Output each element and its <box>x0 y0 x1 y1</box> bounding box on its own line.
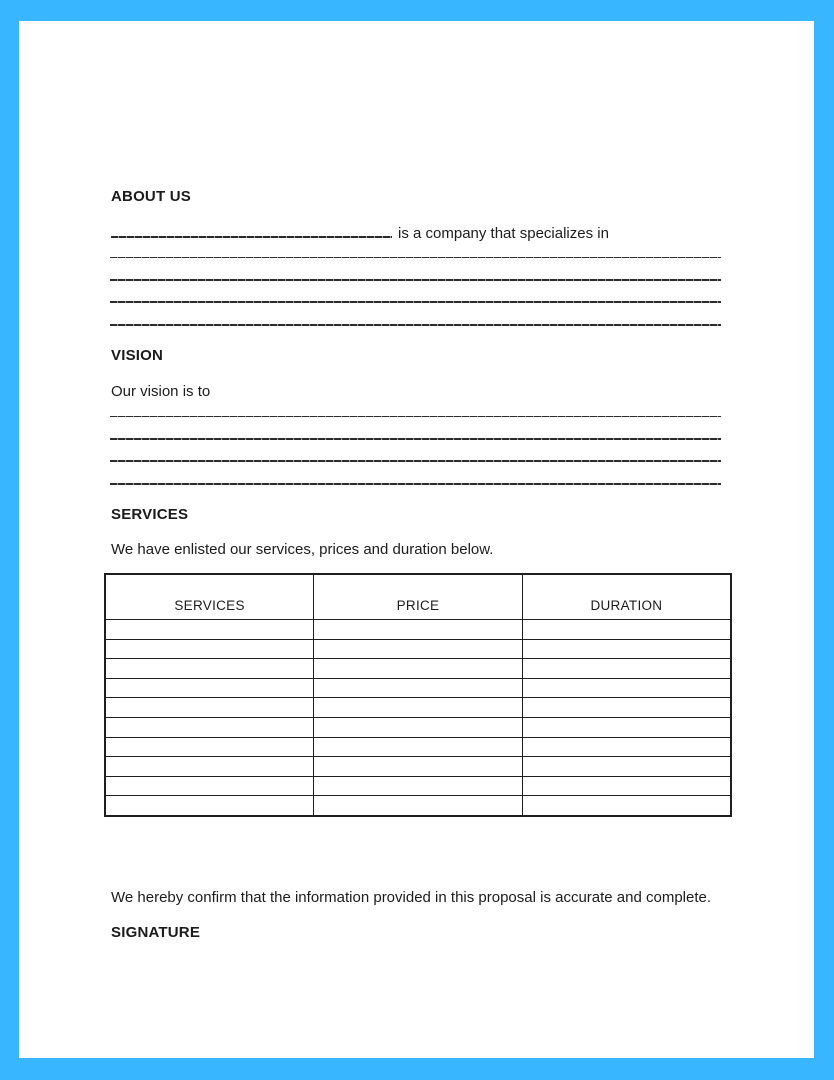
signature-heading: SIGNATURE <box>111 924 201 941</box>
table-row <box>105 796 731 816</box>
empty-cell[interactable] <box>105 776 314 796</box>
table-row <box>105 757 731 777</box>
blank-write-line[interactable] <box>110 260 721 282</box>
empty-cell[interactable] <box>522 717 731 737</box>
about-heading: ABOUT US <box>111 188 191 205</box>
empty-cell[interactable] <box>314 717 523 737</box>
empty-cell[interactable] <box>522 639 731 659</box>
services-table <box>104 573 732 817</box>
blank-write-line[interactable] <box>110 442 721 464</box>
table-row <box>105 639 731 659</box>
empty-cell[interactable] <box>522 620 731 640</box>
empty-cell[interactable] <box>105 717 314 737</box>
blank-write-line[interactable] <box>110 238 721 260</box>
column-header: PRICE <box>314 574 523 620</box>
empty-cell[interactable] <box>522 776 731 796</box>
company-line-text: is a company that specializes in <box>398 225 609 242</box>
empty-cell[interactable] <box>105 639 314 659</box>
blank-write-line[interactable] <box>110 464 721 486</box>
blank-write-line[interactable] <box>110 283 721 305</box>
empty-cell[interactable] <box>105 737 314 757</box>
empty-cell[interactable] <box>105 698 314 718</box>
empty-cell[interactable] <box>522 659 731 679</box>
table-row <box>105 659 731 679</box>
empty-cell[interactable] <box>522 757 731 777</box>
vision-blank-lines <box>110 397 721 487</box>
empty-cell[interactable] <box>314 620 523 640</box>
empty-cell[interactable] <box>522 796 731 816</box>
empty-cell[interactable] <box>105 678 314 698</box>
services-lead-text: We have enlisted our services, prices and duration below. <box>111 541 494 558</box>
table-row <box>105 776 731 796</box>
empty-cell[interactable] <box>314 757 523 777</box>
about-blank-lines <box>110 238 721 328</box>
column-header: DURATION <box>522 574 731 620</box>
table-row <box>105 717 731 737</box>
blank-write-line[interactable] <box>110 419 721 441</box>
blank-write-line[interactable] <box>110 397 721 419</box>
empty-cell[interactable] <box>314 639 523 659</box>
empty-cell[interactable] <box>522 698 731 718</box>
empty-cell[interactable] <box>314 678 523 698</box>
empty-cell[interactable] <box>105 796 314 816</box>
company-name-blank-field[interactable] <box>111 222 392 238</box>
confirmation-text: We hereby confirm that the information provided in this proposal is accurate and complete. <box>111 889 712 906</box>
empty-cell[interactable] <box>314 737 523 757</box>
empty-cell[interactable] <box>314 698 523 718</box>
table-row <box>105 698 731 718</box>
empty-cell[interactable] <box>314 796 523 816</box>
empty-cell[interactable] <box>105 620 314 640</box>
table-header-row <box>105 574 731 620</box>
table-row <box>105 678 731 698</box>
empty-cell[interactable] <box>522 737 731 757</box>
blank-write-line[interactable] <box>110 305 721 327</box>
empty-cell[interactable] <box>314 776 523 796</box>
vision-heading: VISION <box>111 347 164 364</box>
table-row <box>105 737 731 757</box>
empty-cell[interactable] <box>314 659 523 679</box>
column-header: SERVICES <box>105 574 314 620</box>
table-row <box>105 620 731 640</box>
empty-cell[interactable] <box>105 659 314 679</box>
empty-cell[interactable] <box>522 678 731 698</box>
document-page <box>19 21 814 1058</box>
vision-lead-text: Our vision is to <box>111 383 211 400</box>
empty-cell[interactable] <box>105 757 314 777</box>
services-heading: SERVICES <box>111 506 189 523</box>
